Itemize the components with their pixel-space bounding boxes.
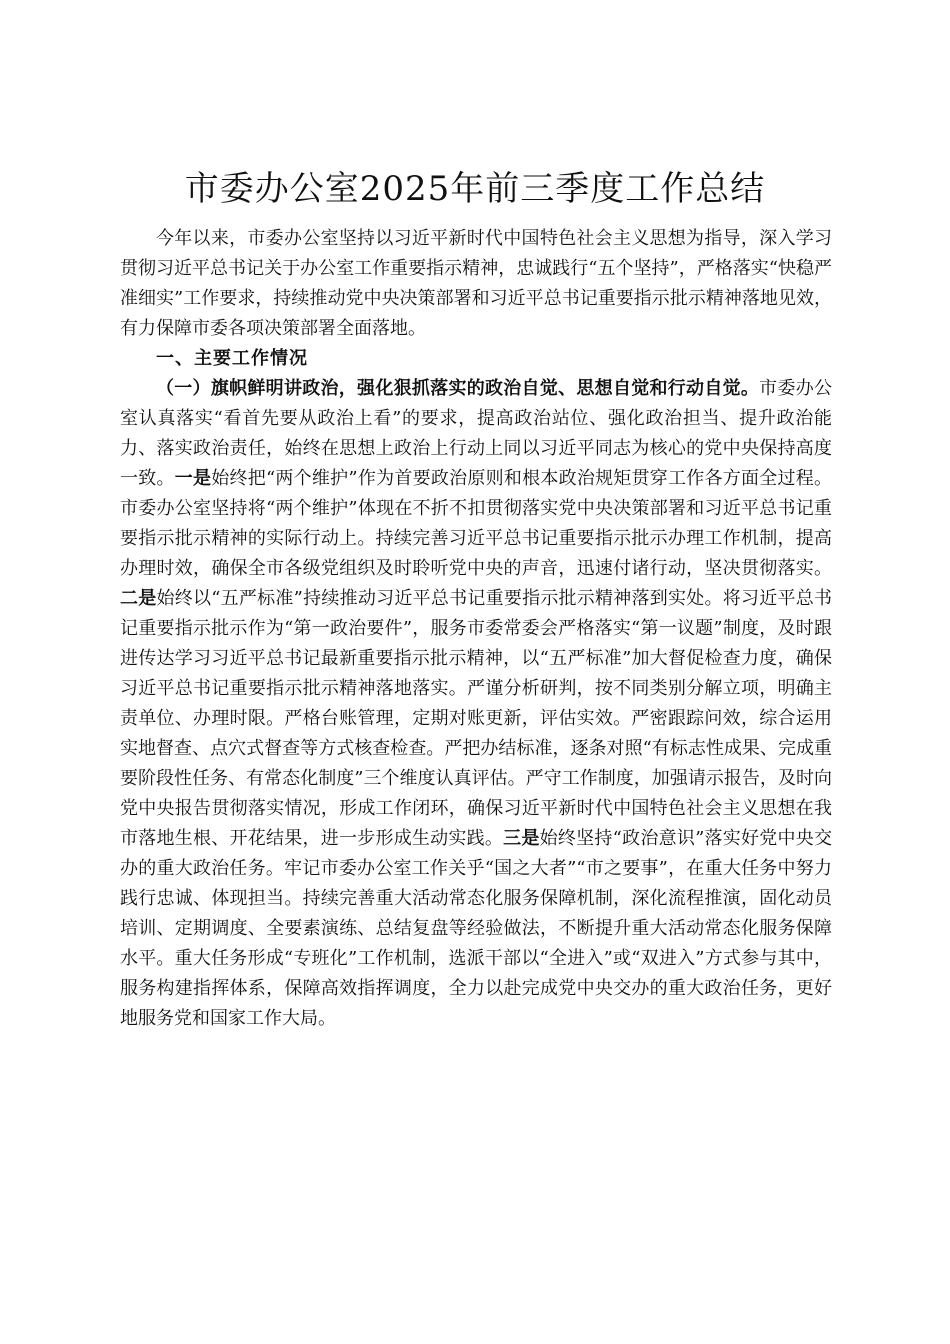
section-paragraph [120,374,832,1034]
document-body [120,224,832,1034]
intro-paragraph: 今年以来，市委办公室坚持以习近平新时代中国特色社会主义思想为指导，深入学习贯彻习近平总书记关于办公室工作重要指示精神，忠诚践行“五个坚持”，严格落实“快稳严准细实”工作要求，持续推动党中央决策部署和习近平总书记重要指示批示精神落地见效，有力保障市委各项决策部署全面落地。 [120,228,832,339]
point-text: 始终坚持“政治意识”落实好党中央交办的重大政治任务。牢记市委办公室工作关乎“国之大者”“市之要事”，在重大任务中努力践行忠诚、体现担当。持续完善重大活动常态化服务保障机制，深化流程推演，固化动员培训、定期调度、全要素演练、总结复盘等经验做法，不断提升重大活动常态化服务保障水平。重大任务形成“专班化”工作机制，选派干部以“全进入”或“双进入”方式参与其中，服务构建指挥体系，保障高效指挥调度，全力以赴完成党中央交办的重大政治任务，更好地服务党和国家工作大局。 [120,828,833,1029]
document-title: 市委办公室2025年前三季度工作总结 [184,169,766,209]
subsection-heading: （一）旗帜鲜明讲政治，强化狠抓落实的政治自觉、思想自觉和行动自觉。 [156,378,760,399]
point-label: 三是 [503,828,540,849]
section-heading: 一、主要工作情况 [156,348,308,369]
point-text: 始终以“五严标准”持续推动习近平总书记重要指示批示精神落到实处。将习近平总书记重要指示批示作为“第一政治要件”，服务市委常委会严格落实“第一议题”制度，及时跟进传达学习习近平总书记最新重要指示批示精神，以“五严标准”加大督促检查力度，确保习近平总书记重要指示批示精神落地落实。严谨分析研判，按不同类别分解立项，明确主责单位、办理时限。严格台账管理，定期对账更新，评估实效。严密跟踪问效，综合运用实地督查、点穴式督查等方式核查检查。严把办结标准，逐条对照“有标志性成果、完成重要阶段性任务、有常态化制度”三个维度认真评估。严守工作制度，加强请示报告，及时向党中央报告贯彻落实情况，形成工作闭环，确保习近平新时代中国特色社会主义思想在我市落地生根、开花结果，进一步形成生动实践。 [120,588,833,849]
point-label: 一是 [174,468,212,489]
paragraph-text: 市委办公室认真落实“看首先要从政治上看”的要求，提高政治站位、强化政治担当、提升政治能力、落实政治责任，始终在思想上政治上行动上同以习近平同志为核心的党中央保持高度一致。 [120,378,833,489]
point-text: 始终把“两个维护”作为首要政治原则和根本政治规矩贯穿工作各方面全过程。市委办公室坚持将“两个维护”体现在不折不扣贯彻落实党中央决策部署和习近平总书记重要指示批示精神的实际行动上。持续完善习近平总书记重要指示批示办理工作机制，提高办理时效，确保全市各级党组织及时聆听党中央的声音，迅速付诸行动，坚决贯彻落实。 [120,468,833,579]
point-label: 二是 [120,588,157,609]
